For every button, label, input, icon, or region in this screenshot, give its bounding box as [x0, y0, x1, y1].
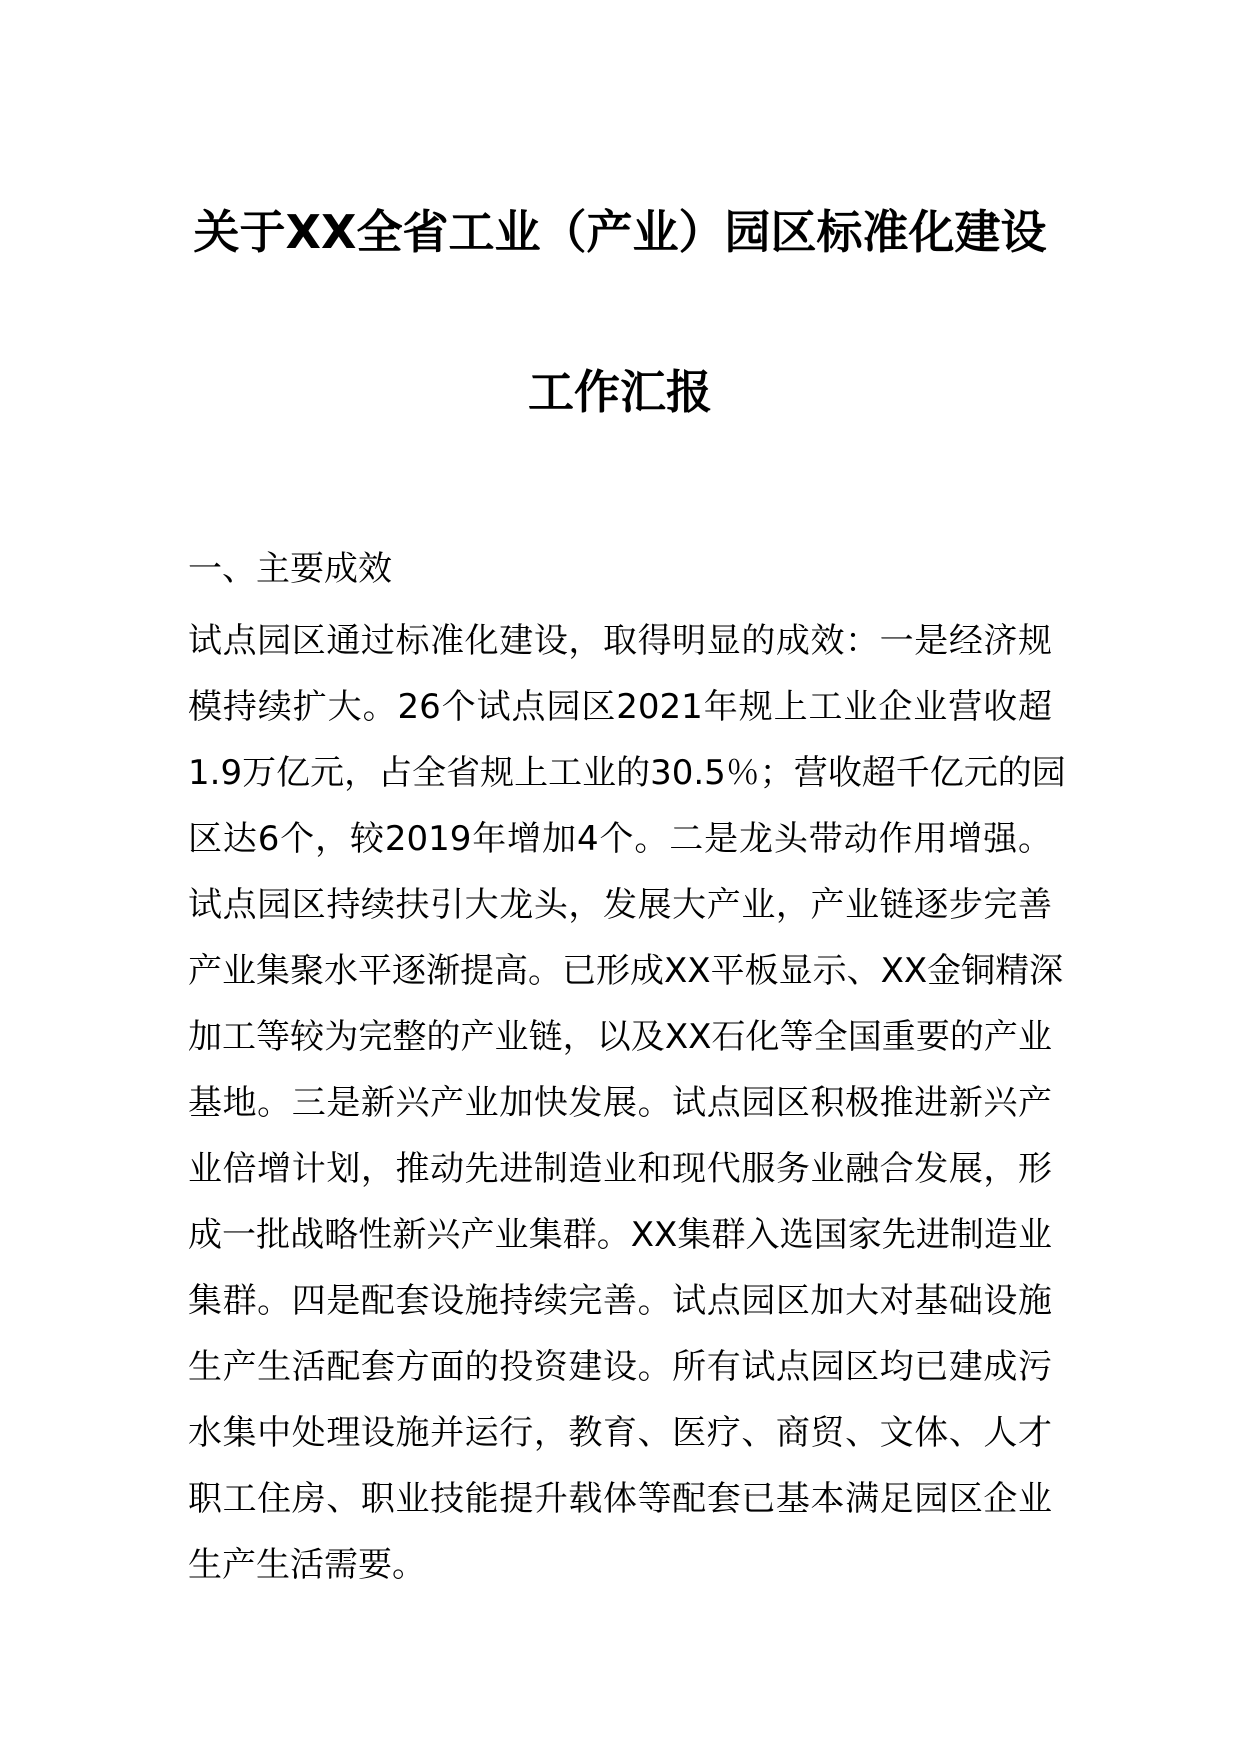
body-line: 试点园区持续扶引大龙头，发展大产业，产业链逐步完善 [188, 885, 1052, 925]
body-line: 基地。三是新兴产业加快发展。试点园区积极推进新兴产 [188, 1083, 1052, 1123]
body-line: 水集中处理设施并运行，教育、医疗、商贸、文体、人才 [188, 1413, 1052, 1453]
body-line: 1.9万亿元，占全省规上工业的30.5％；营收超千亿元的园 [188, 753, 1066, 793]
body-line: 业倍增计划，推动先进制造业和现代服务业融合发展，形 [188, 1149, 1052, 1189]
section-heading: 一、主要成效 [188, 549, 392, 589]
body-paragraph [188, 608, 1066, 1598]
document-title-line-2: 工作汇报 [528, 365, 712, 419]
body-line: 成一批战略性新兴产业集群。XX集群入选国家先进制造业 [188, 1215, 1052, 1255]
body-line: 试点园区通过标准化建设，取得明显的成效：一是经济规 [188, 621, 1052, 661]
body-line: 产业集聚水平逐渐提高。已形成XX平板显示、XX金铜精深 [188, 951, 1064, 991]
body-line: 加工等较为完整的产业链，以及XX石化等全国重要的产业 [188, 1017, 1052, 1057]
body-line: 区达6个，较2019年增加4个。二是龙头带动作用增强。 [188, 819, 1052, 859]
body-line: 集群。四是配套设施持续完善。试点园区加大对基础设施 [188, 1281, 1052, 1321]
body-line: 生产生活需要。 [188, 1545, 426, 1585]
body-line: 模持续扩大。26个试点园区2021年规上工业企业营收超 [188, 687, 1052, 727]
document-title-line-1: 关于XX全省工业（产业）园区标准化建设 [193, 205, 1047, 259]
body-line: 职工住房、职业技能提升载体等配套已基本满足园区企业 [188, 1479, 1052, 1519]
body-line: 生产生活配套方面的投资建设。所有试点园区均已建成污 [188, 1347, 1052, 1387]
